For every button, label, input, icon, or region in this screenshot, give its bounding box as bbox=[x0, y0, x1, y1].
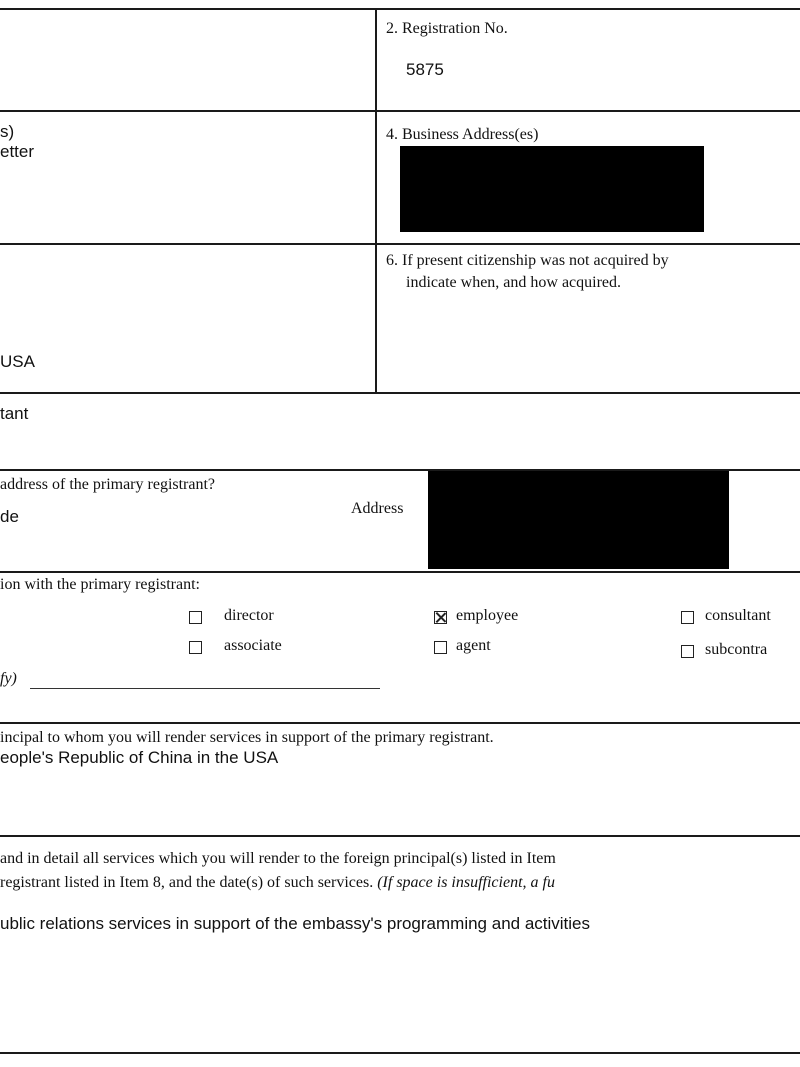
checkbox-subcontractor-label: subcontra bbox=[705, 641, 768, 658]
services-question-line1: and in detail all services which you will render to the foreign principal(s) listed in Item bbox=[0, 850, 556, 867]
row-divider-5 bbox=[0, 571, 800, 573]
checkbox-employee-label: employee bbox=[456, 607, 519, 624]
primary-registrant-address-redaction bbox=[428, 471, 729, 569]
other-specify-underline bbox=[30, 688, 380, 689]
top-border-line bbox=[0, 8, 800, 10]
item7-value: tant bbox=[0, 404, 29, 423]
row-divider-1 bbox=[0, 110, 800, 112]
row-divider-7 bbox=[0, 835, 800, 837]
services-question-line2-text: registrant listed in Item 8, and the date(s) of such services. bbox=[0, 874, 374, 891]
checkbox-employee[interactable] bbox=[434, 611, 447, 624]
business-address-redaction bbox=[400, 146, 704, 232]
address-label: Address bbox=[351, 500, 404, 517]
row-divider-6 bbox=[0, 722, 800, 724]
checkbox-director[interactable] bbox=[189, 611, 202, 624]
checkbox-consultant[interactable] bbox=[681, 611, 694, 624]
column-divider bbox=[375, 8, 377, 393]
checkbox-agent[interactable] bbox=[434, 641, 447, 654]
bottom-border-line bbox=[0, 1052, 800, 1054]
checkbox-subcontractor[interactable] bbox=[681, 645, 694, 658]
citizenship-question-line2: indicate when, and how acquired. bbox=[406, 274, 622, 291]
primary-registrant-value: de bbox=[0, 507, 19, 526]
services-question-line2 bbox=[0, 874, 555, 892]
checkbox-consultant-label: consultant bbox=[705, 607, 771, 624]
checkbox-associate[interactable] bbox=[189, 641, 202, 654]
row-divider-3 bbox=[0, 392, 800, 394]
foreign-principal-value: eople's Republic of China in the USA bbox=[0, 748, 279, 767]
item3-fragment-line2: etter bbox=[0, 142, 35, 161]
row-divider-2 bbox=[0, 243, 800, 245]
services-question-line2-italic: (If space is insufficient, a fu bbox=[377, 874, 555, 891]
checkbox-agent-label: agent bbox=[456, 637, 491, 654]
checkbox-associate-label: associate bbox=[224, 637, 282, 654]
registration-no-value: 5875 bbox=[406, 60, 444, 79]
item3-fragment-line1: s) bbox=[0, 122, 15, 141]
foreign-principal-question: incipal to whom you will render services in support of the primary registrant. bbox=[0, 729, 494, 746]
registration-no-label: 2. Registration No. bbox=[386, 20, 508, 37]
checkbox-director-label: director bbox=[224, 607, 274, 624]
citizenship-question-line1: 6. If present citizenship was not acquired by bbox=[386, 252, 669, 269]
primary-registrant-address-question: address of the primary registrant? bbox=[0, 476, 216, 493]
relation-question: ion with the primary registrant: bbox=[0, 576, 200, 593]
business-address-label: 4. Business Address(es) bbox=[386, 126, 539, 143]
item5-value: USA bbox=[0, 352, 35, 371]
services-description-value: ublic relations services in support of the embassy's programming and activities bbox=[0, 914, 591, 933]
other-specify-fragment: fy) bbox=[0, 670, 17, 687]
